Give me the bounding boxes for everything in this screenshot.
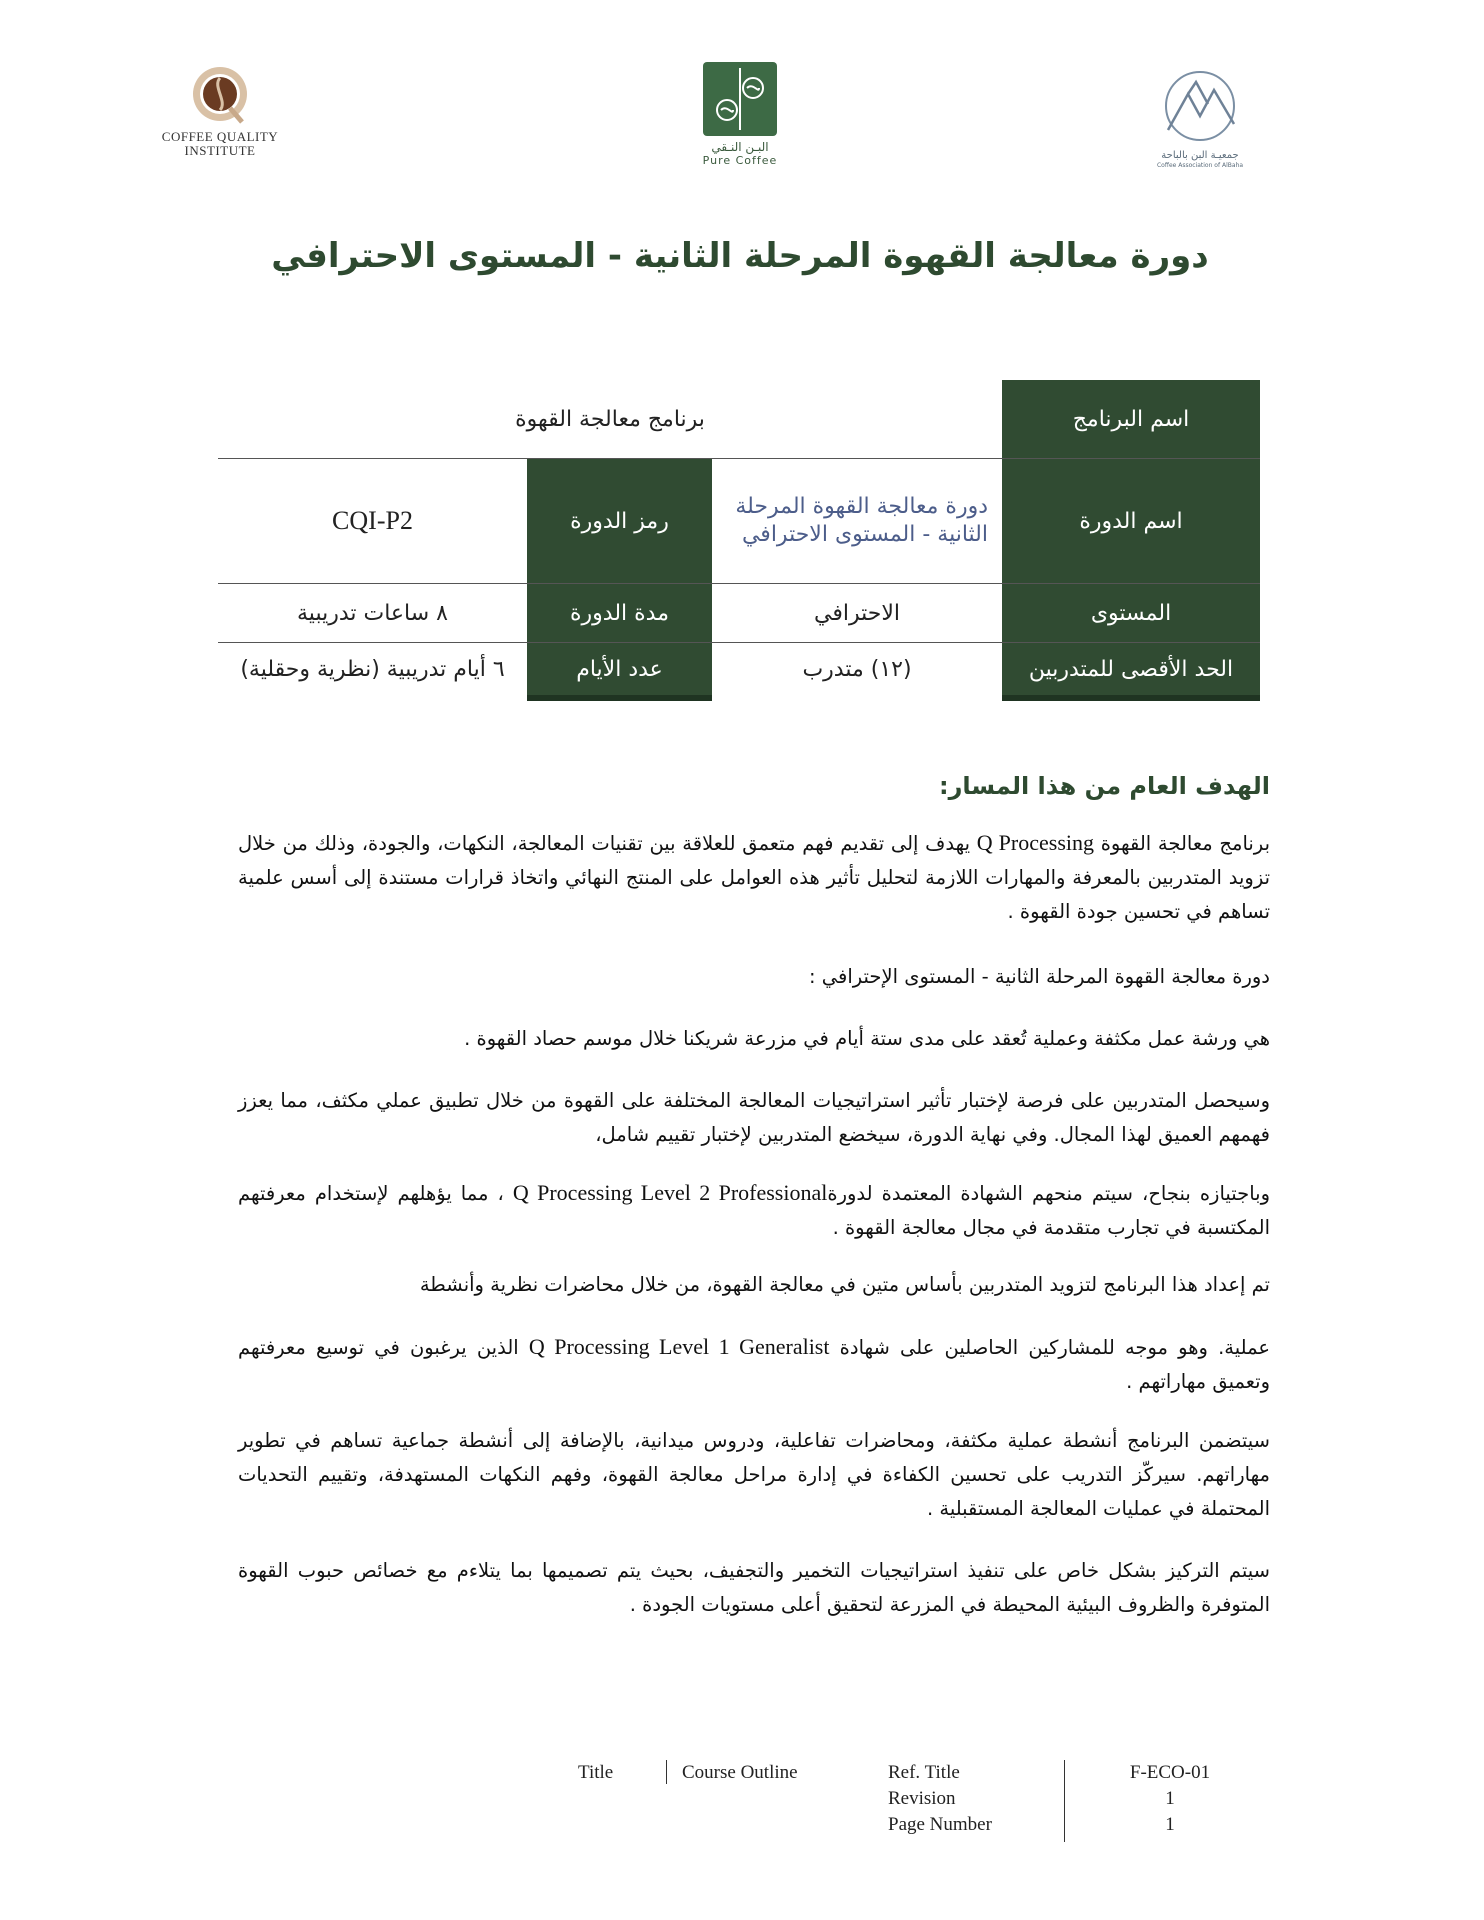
level-label: المستوى bbox=[1002, 584, 1260, 642]
level-value: الاحترافي bbox=[814, 600, 901, 626]
association-arabic-name: جمعيـة البن بالباحة bbox=[1161, 150, 1239, 161]
paragraph-1-text-b: يهدف إلى تقديم فهم متعمق للعلاقة بين تقنيات المعالجة، النكهات، والجودة، وذلك من خلال تزويد المتدربين بالمعرفة والمهارات اللازمة لتحليل تأثير هذه العوامل على المنتج النهائي واتخاذ قرارات مستندة إلى أسس علمية تساهم في تحسين جودة القهوة . bbox=[238, 832, 1270, 923]
paragraph-7 bbox=[238, 1330, 1270, 1399]
days-count-label: عدد الأيام bbox=[527, 643, 712, 701]
paragraph-9: سيتم التركيز بشكل خاص على تنفيذ استراتيجيات التخمير والتجفيف، بحيث يتم تصميمها بما يتلاءم مع خصائص حبوب القهوة المتوفرة والظروف البيئية المحيطة في المزرعة لتحقيق أعلى مستويات الجودة . bbox=[238, 1559, 1270, 1616]
paragraph-5-text-b: ، مما يؤهلهم لإستخدام معرفتهم المكتسبة في تجارب متقدمة في مجال معالجة القهوة . bbox=[238, 1182, 1270, 1239]
table-divider bbox=[218, 458, 1260, 459]
footer-title-value: Course Outline bbox=[682, 1762, 798, 1783]
footer-revision-label: Revision bbox=[888, 1788, 956, 1809]
course-code-value: CQI-P2 bbox=[332, 506, 413, 535]
program-name-label: اسم البرنامج bbox=[1002, 380, 1260, 458]
program-name-value: برنامج معالجة القهوة bbox=[515, 406, 705, 432]
paragraph-6: تم إعداد هذا البرنامج لتزويد المتدربين بأساس متين في معالجة القهوة، من خلال محاضرات نظرية وأنشطة bbox=[419, 1273, 1270, 1296]
mountain-emblem-icon bbox=[1162, 64, 1238, 146]
paragraph-7-latin: Q Processing Level 1 Generalist bbox=[528, 1334, 830, 1359]
paragraph-3: هي ورشة عمل مكثفة وعملية تُعقد على مدى ستة أيام في مزرعة شريكنا خلال موسم حصاد القهوة . bbox=[464, 1027, 1270, 1050]
paragraph-5 bbox=[238, 1176, 1270, 1245]
duration-label: مدة الدورة bbox=[527, 584, 712, 642]
paragraph-4: وسيحصل المتدربين على فرصة لإختبار تأثير استراتيجيات المعالجة المختلفة على القهوة من خلال تطبيق عملي مكثف، مما يعزز فهمهم العميق لهذا المجال. وفي نهاية الدورة، سيخضع المتدربين لإختبار تقييم شامل، bbox=[238, 1089, 1270, 1146]
paragraph-7-text-a: عملية. وهو موجه للمشاركين الحاصلين على شهادة bbox=[829, 1336, 1271, 1359]
duration-value: ٨ ساعات تدريبية bbox=[297, 600, 448, 626]
pure-coffee-logo bbox=[690, 62, 790, 167]
footer-page-label: Page Number bbox=[888, 1814, 992, 1835]
paragraph-8: سيتضمن البرنامج أنشطة عملية مكثفة، ومحاضرات تفاعلية، ودروس ميدانية، بالإضافة إلى أنشطة جماعية تساهم في تطوير مهاراتهم. سيركّز التدريب على تحسين الكفاءة في إدارة مراحل معالجة القهوة، وفهم النكهات المستهدفة، وتقييم التحديات المحتملة في عمليات المعالجة المستقبلية . bbox=[238, 1429, 1270, 1520]
cqi-emblem-icon bbox=[190, 64, 250, 126]
footer-divider bbox=[1064, 1760, 1065, 1842]
paragraph-5-text-a: وباجتيازه بنجاح، سيتم منحهم الشهادة المعتمدة لدورة bbox=[827, 1182, 1271, 1205]
days-count-value: ٦ أيام تدريبية (نظرية وحقلية) bbox=[240, 656, 505, 682]
page-title: دورة معالجة القهوة المرحلة الثانية - المستوى الاحترافي bbox=[271, 236, 1209, 276]
association-english-name: Coffee Association of AlBaha bbox=[1156, 162, 1244, 169]
paragraph-1-latin: Q Processing bbox=[976, 830, 1094, 855]
pure-coffee-english-name: Pure Coffee bbox=[702, 154, 778, 167]
table-divider bbox=[218, 642, 1260, 643]
footer-ref-label: Ref. Title bbox=[888, 1762, 960, 1783]
paragraph-5-latin: Q Processing Level 2 Professional bbox=[512, 1180, 828, 1205]
cqi-name-line1: COFFEE QUALITY bbox=[161, 129, 279, 144]
cqi-name-line2: INSTITUTE bbox=[184, 143, 256, 158]
course-name-label: اسم الدورة bbox=[1002, 459, 1260, 583]
coffee-association-logo bbox=[1140, 64, 1260, 170]
footer-ref-value: F-ECO-01 bbox=[1129, 1762, 1211, 1783]
cqi-logo bbox=[150, 64, 290, 158]
paragraph-1-text-a: برنامج معالجة القهوة bbox=[1094, 832, 1270, 855]
paragraph-7-text-b: الذين يرغبون في توسيع معرفتهم وتعميق مهاراتهم . bbox=[238, 1336, 1270, 1393]
footer-title-label: Title bbox=[578, 1762, 614, 1783]
footer-page-value: 1 bbox=[1165, 1814, 1175, 1835]
course-code-label: رمز الدورة bbox=[527, 459, 712, 583]
max-trainees-value: (١٢) متدرب bbox=[802, 656, 912, 682]
footer-divider bbox=[666, 1760, 667, 1784]
pure-coffee-emblem-icon bbox=[703, 62, 777, 136]
goal-heading: الهدف العام من هذا المسار: bbox=[939, 772, 1270, 800]
paragraph-2: دورة معالجة القهوة المرحلة الثانية - المستوى الإحترافي : bbox=[809, 965, 1270, 988]
footer-revision-value: 1 bbox=[1165, 1788, 1175, 1809]
pure-coffee-arabic-name: البـن النـقي bbox=[711, 140, 769, 154]
paragraph-1 bbox=[238, 826, 1270, 929]
max-trainees-label: الحد الأقصى للمتدربين bbox=[1002, 643, 1260, 701]
table-divider bbox=[218, 583, 1260, 584]
course-name-value: دورة معالجة القهوة المرحلة الثانية - المستوى الاحترافي bbox=[735, 494, 988, 547]
